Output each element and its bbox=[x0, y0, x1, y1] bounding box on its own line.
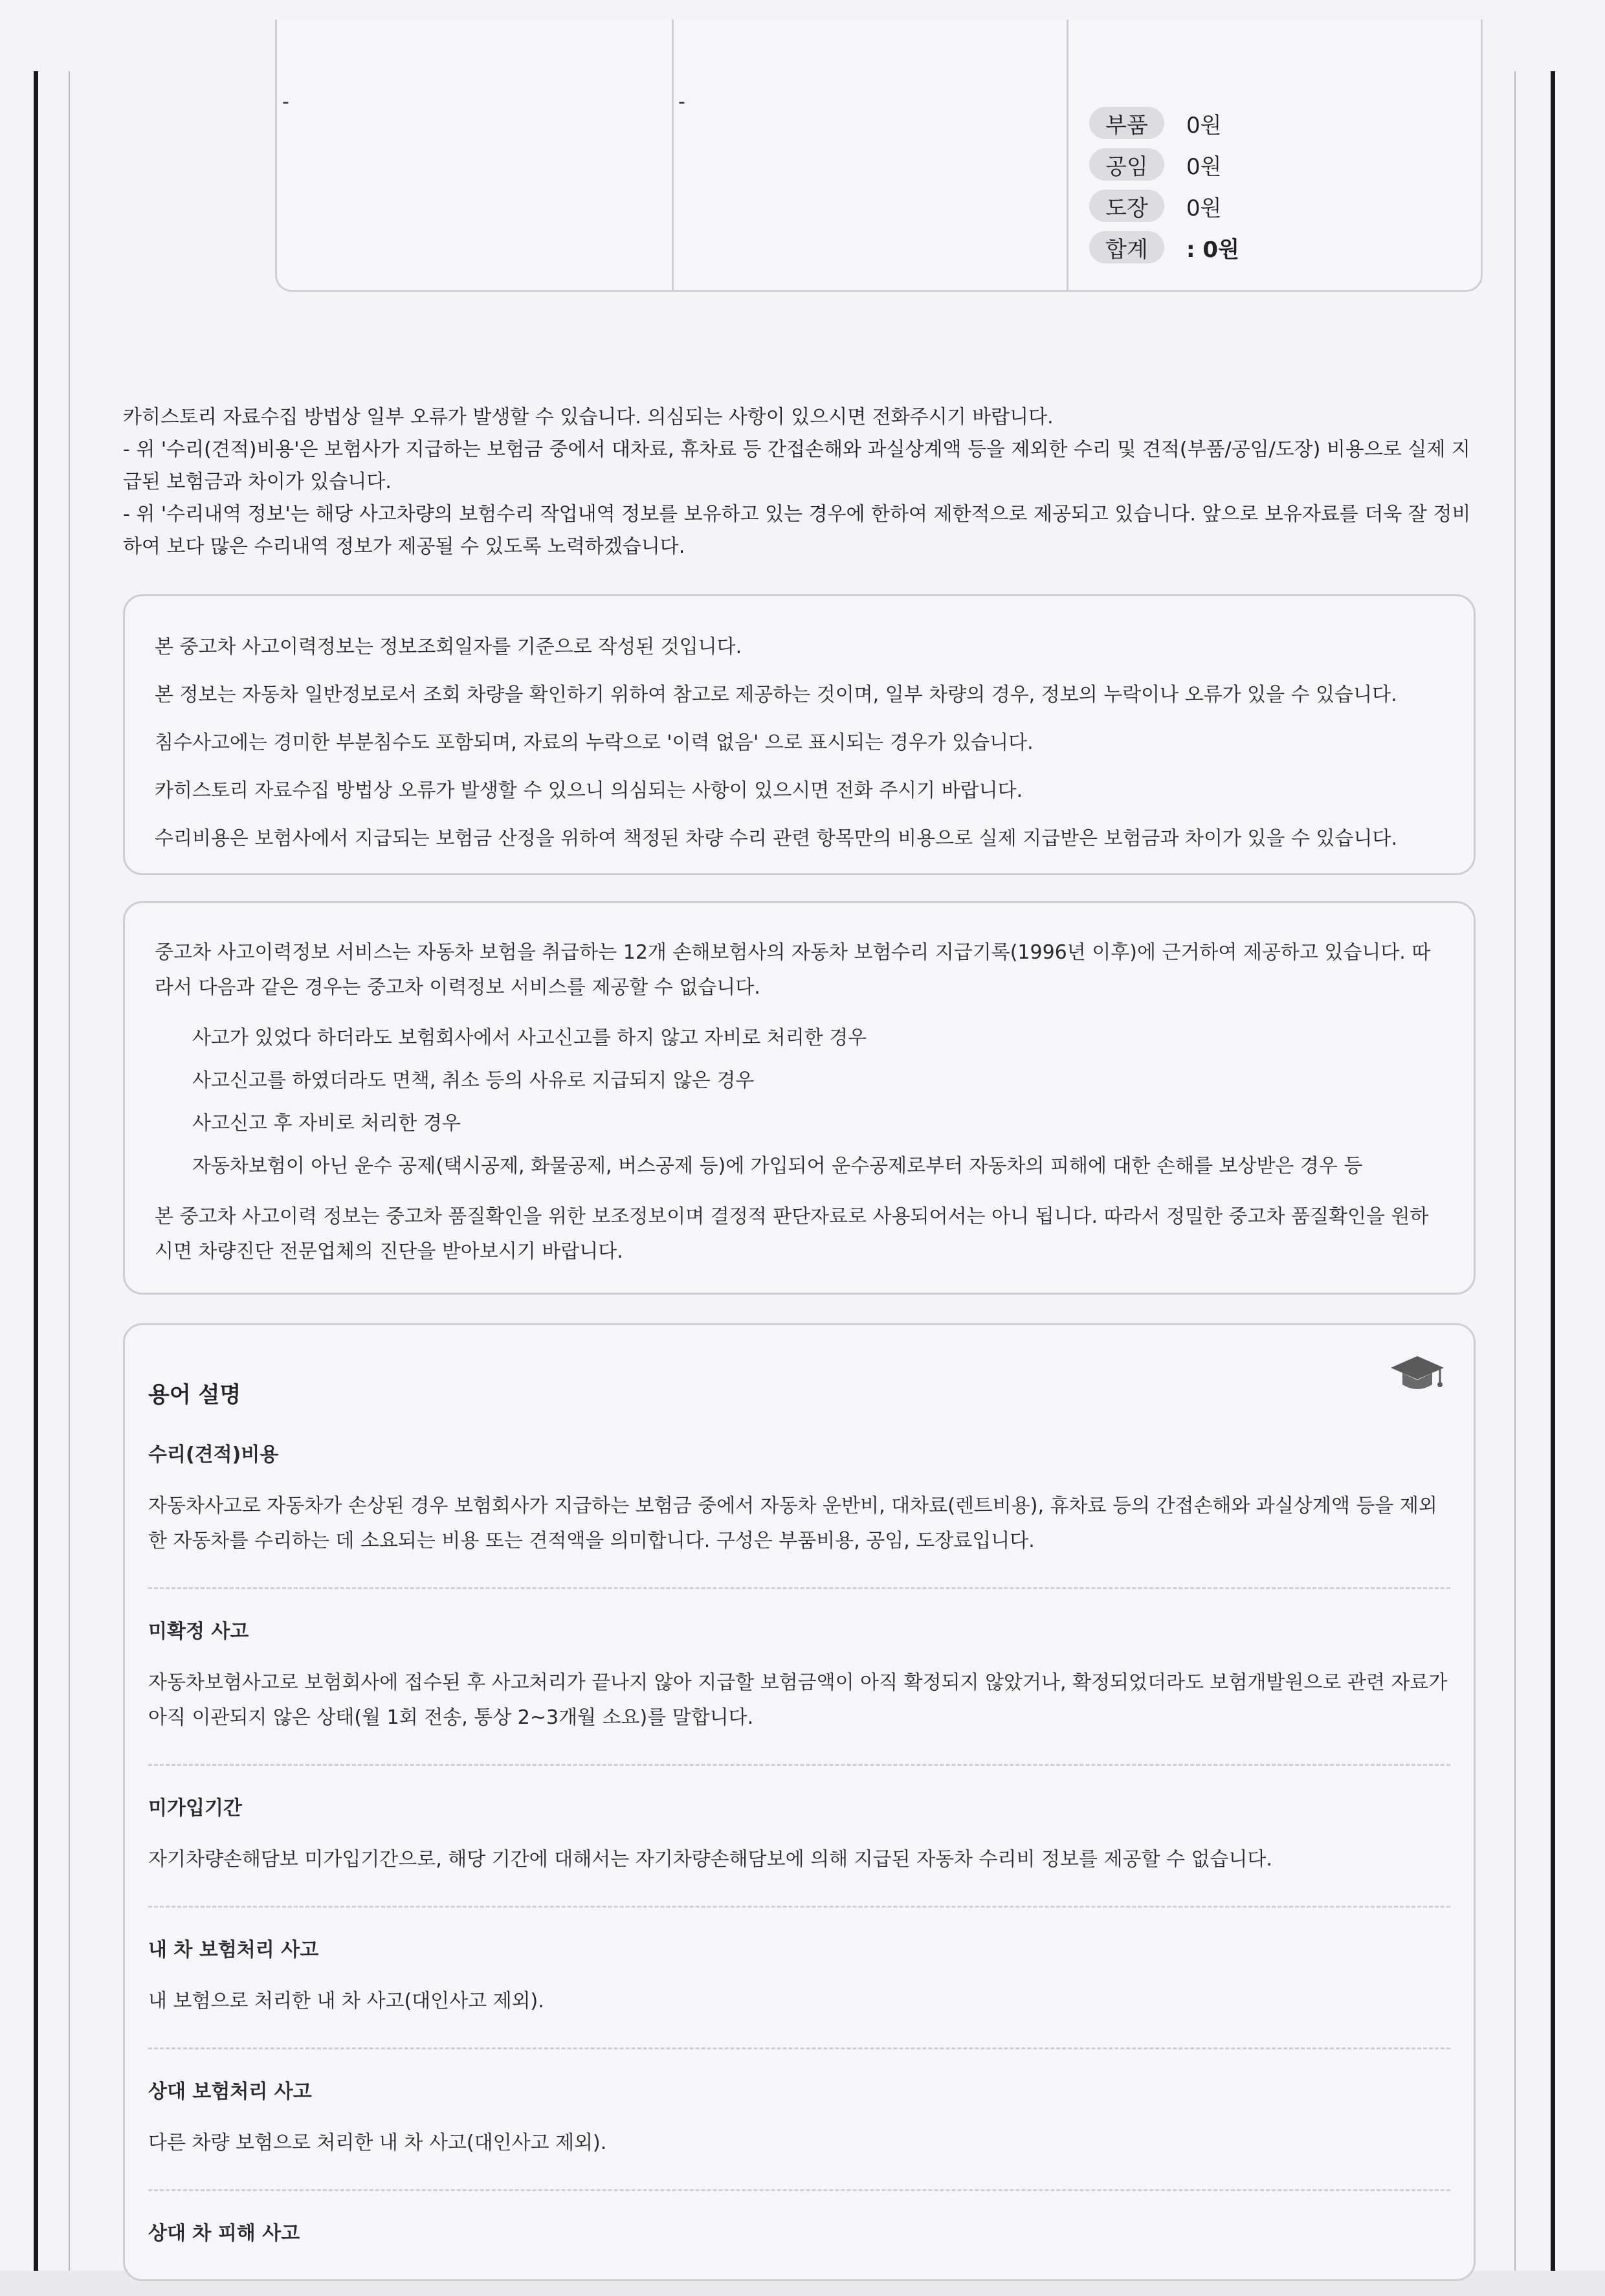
cost-row-paint bbox=[1089, 185, 1239, 227]
data-notice bbox=[123, 401, 1482, 563]
term-title: 미확정 사고 bbox=[148, 1620, 249, 1643]
term-desc: 자동차보험사고로 보험회사에 접수된 후 사고처리가 끝나지 않아 지급할 보험금액이 아직 확정되지 않았거나, 확정되었더라도 보험개발원으로 관련 자료가 아직 이관되지 않은 상태(월 1회 전송, 통상 2~3개월 소요)를 말합니다. bbox=[148, 1671, 1448, 1729]
term-item bbox=[148, 1615, 1450, 1766]
repair-cost-table bbox=[275, 19, 1483, 292]
term-title: 상대 차 피해 사고 bbox=[148, 2222, 300, 2245]
term-desc: 자동차사고로 자동차가 손상된 경우 보험회사가 지급하는 보험금 중에서 자동차 운반비, 대차료(렌트비용), 휴차료 등의 간접손해와 과실상계액 등을 제외한 자동차를 수리하는 데 소요되는 비용 또는 견적액을 의미합니다. 구성은 부품비용, 공임, 도장료입니다. bbox=[148, 1495, 1437, 1552]
term-title: 수리(견적)비용 bbox=[148, 1443, 279, 1466]
service-limitations-box bbox=[123, 901, 1476, 1295]
cost-label: 도장 bbox=[1089, 190, 1164, 222]
table-divider bbox=[1067, 19, 1068, 290]
term-item bbox=[148, 2217, 1450, 2296]
notice-line: - 위 '수리(견적)비용'은 보험사가 지급하는 보험금 중에서 대차료, 휴차료 등 간접손해와 과실상계액 등을 제외한 수리 및 견적(부품/공임/도장) 비용으로 실제 지급된 보험금과 차이가 있습니다. bbox=[123, 438, 1470, 493]
cost-label: 합계 bbox=[1089, 231, 1164, 263]
term-item bbox=[148, 1438, 1450, 1589]
term-desc: 다른 차량 보험으로 처리한 내 차 사고(대인사고 제외). bbox=[148, 2132, 607, 2154]
disclaimer-line: 카히스토리 자료수집 방법상 오류가 발생할 수 있으니 의심되는 사항이 있으시면 전화 주시기 바랍니다. bbox=[155, 779, 1023, 802]
cost-value: 0원 bbox=[1186, 112, 1222, 139]
table-cell-value: - bbox=[678, 91, 685, 113]
term-desc: 자기차량손해담보 미가입기간으로, 해당 기간에 대해서는 자기차량손해담보에 의해 지급된 자동차 수리비 정보를 제공할 수 없습니다. bbox=[148, 1848, 1272, 1871]
limitations-closing: 본 중고차 사고이력 정보는 중고차 품질확인을 위한 보조정보이며 결정적 판단자료로 사용되어서는 아니 됩니다. 따라서 정밀한 중고차 품질확인을 원하시면 차량진단 전문업체의 진단을 받아보시기 바랍니다. bbox=[155, 1205, 1429, 1263]
term-title: 미가입기간 bbox=[148, 1797, 242, 1820]
disclaimer-line: 본 정보는 자동차 일반정보로서 조회 차량을 확인하기 위하여 참고로 제공하는 것이며, 일부 차량의 경우, 정보의 누락이나 오류가 있을 수 있습니다. bbox=[155, 684, 1397, 706]
cost-total-value: : 0원 bbox=[1186, 236, 1239, 263]
cost-breakdown bbox=[1089, 102, 1239, 268]
disclaimer-line: 수리비용은 보험사에서 지급되는 보험금 산정을 위하여 책정된 차량 수리 관련 항목만의 비용으로 실제 지급받은 보험금과 차이가 있을 수 있습니다. bbox=[155, 827, 1397, 850]
scan-edge-right bbox=[1551, 71, 1555, 2271]
term-item bbox=[148, 1934, 1450, 2049]
term-item bbox=[148, 1792, 1450, 1908]
list-item: 사고가 있었다 하더라도 보험회사에서 사고신고를 하지 않고 자비로 처리한 경우 bbox=[192, 1027, 867, 1049]
term-title: 내 차 보험처리 사고 bbox=[148, 1939, 319, 1961]
disclaimer-line: 침수사고에는 경미한 부분침수도 포함되며, 자료의 누락으로 '이력 없음' 으로 표시되는 경우가 있습니다. bbox=[155, 731, 1034, 754]
term-item bbox=[148, 2075, 1450, 2191]
page-border-left bbox=[69, 71, 70, 2271]
term-desc: 내 보험으로 처리한 내 차 사고(대인사고 제외). bbox=[148, 1990, 544, 2012]
cost-value: 0원 bbox=[1186, 153, 1222, 180]
cost-value: 0원 bbox=[1186, 195, 1222, 221]
cost-row-parts bbox=[1089, 102, 1239, 144]
graduation-cap-icon bbox=[1388, 1351, 1446, 1396]
terms-title: 용어 설명 bbox=[148, 1382, 241, 1408]
disclaimer-box bbox=[123, 594, 1476, 875]
list-item: 자동차보험이 아닌 운수 공제(택시공제, 화물공제, 버스공제 등)에 가입되어 운수공제로부터 자동차의 피해에 대한 손해를 보상받은 경우 등 bbox=[192, 1155, 1363, 1177]
table-divider bbox=[672, 19, 674, 290]
limitations-intro: 중고차 사고이력정보 서비스는 자동차 보험을 취급하는 12개 손해보험사의 자동차 보험수리 지급기록(1996년 이후)에 근거하여 제공하고 있습니다. 따라서 다음과 같은 경우는 중고차 이력정보 서비스를 제공할 수 없습니다. bbox=[155, 941, 1431, 999]
notice-line: - 위 '수리내역 정보'는 해당 사고차량의 보험수리 작업내역 정보를 보유하고 있는 경우에 한하여 제한적으로 제공되고 있습니다. 앞으로 보유자료를 더욱 잘 정비하여 보다 많은 수리내역 정보가 제공될 수 있도록 노력하겠습니다. bbox=[123, 503, 1471, 558]
scan-edge-left bbox=[34, 71, 38, 2271]
page-border-right bbox=[1514, 71, 1516, 2271]
table-cell-value: - bbox=[282, 91, 289, 113]
limitations-list bbox=[192, 1017, 1444, 1188]
list-item: 사고신고를 하였더라도 면책, 취소 등의 사유로 지급되지 않은 경우 bbox=[192, 1069, 755, 1092]
list-item: 사고신고 후 자비로 처리한 경우 bbox=[192, 1112, 461, 1135]
disclaimer-line: 본 중고차 사고이력정보는 정보조회일자를 기준으로 작성된 것입니다. bbox=[155, 636, 742, 658]
term-title: 상대 보험처리 사고 bbox=[148, 2080, 312, 2103]
cost-row-labor bbox=[1089, 144, 1239, 185]
notice-line: 카히스토리 자료수집 방법상 일부 오류가 발생할 수 있습니다. 의심되는 사항이 있으시면 전화주시기 바랍니다. bbox=[123, 406, 1054, 429]
cost-label: 부품 bbox=[1089, 107, 1164, 139]
terms-box bbox=[123, 1323, 1476, 2281]
cost-row-total bbox=[1089, 227, 1239, 268]
cost-label: 공임 bbox=[1089, 148, 1164, 181]
